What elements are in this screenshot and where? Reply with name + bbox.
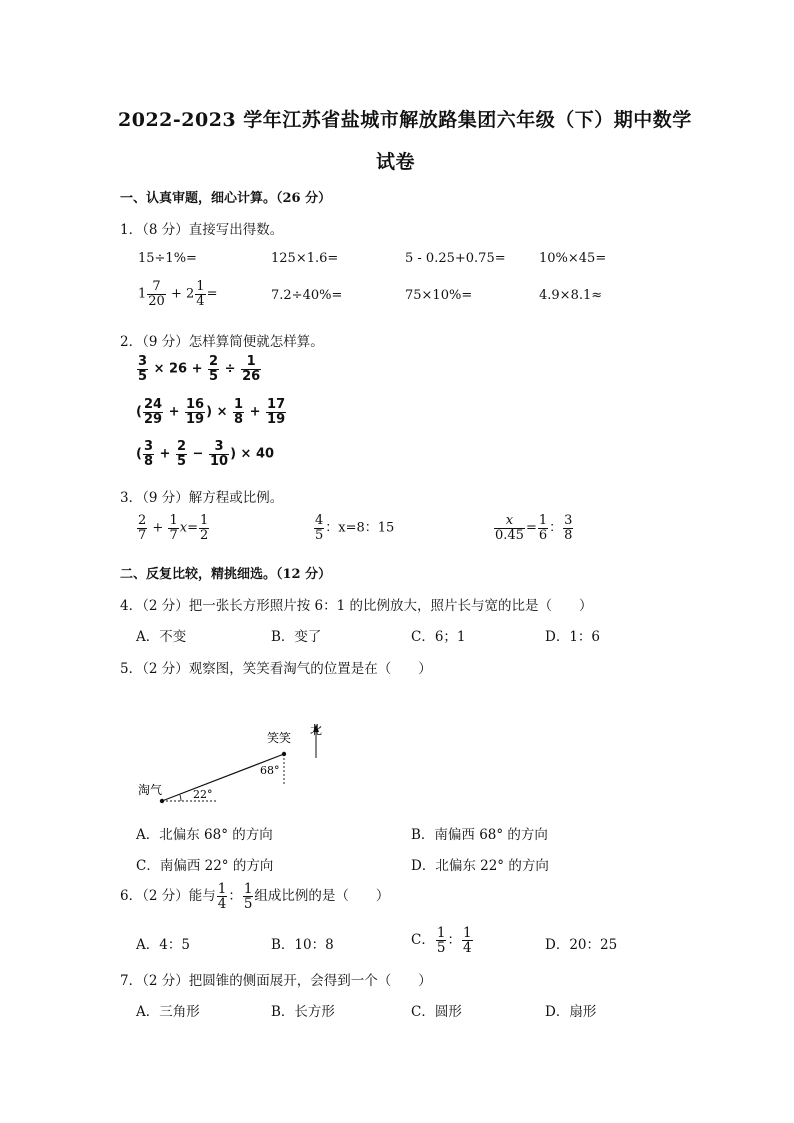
q3-equation-2: $\frac{4}{5}$ ：x=8：15 xyxy=(315,513,395,543)
q6-option-c[interactable]: C． $\frac{1}{5}$ ： $\frac{1}{4}$ xyxy=(411,925,472,957)
label-angle-68: 68° xyxy=(260,764,280,777)
sight-line xyxy=(162,754,284,801)
q4-option-b[interactable]: B．变了 xyxy=(271,629,322,645)
q1-item-2: 125×1.6= xyxy=(271,251,339,266)
q4-option-c[interactable]: C．6；1 xyxy=(411,629,466,645)
q1-item-4: 10%×45= xyxy=(539,251,607,266)
label-taoqi: 淘气 xyxy=(138,783,163,797)
q5-option-b[interactable]: B．南偏西 68° 的方向 xyxy=(411,827,548,843)
q1-item-3: 5 - 0.25+0.75= xyxy=(405,251,506,266)
q2-expression-1: $\frac{3}{5}$ × 26 + $\frac{2}{5}$ ÷ $\frac{1}{26}$ xyxy=(138,354,261,384)
q6-option-d[interactable]: D．20：25 xyxy=(545,937,618,953)
page-title: 2022-2023 学年江苏省盐城市解放路集团六年级（下）期中数学 xyxy=(118,109,692,131)
q6-option-b[interactable]: B．10：8 xyxy=(271,937,334,953)
q6-option-a[interactable]: A．4：5 xyxy=(136,937,190,953)
q7-option-b[interactable]: B．长方形 xyxy=(271,1004,335,1020)
q2-stem: 2．（9 分）怎样算简便就怎样算。 xyxy=(120,334,324,350)
q1-item-1: 15÷1%= xyxy=(138,251,197,266)
q3-equation-1: $\frac{2}{7}$ + $\frac{1}{7}$ x= $\frac{1}{2}$ xyxy=(138,513,209,543)
q2-expression-2: ( $\frac{24}{29}$ + $\frac{16}{19}$ ) × $\frac{1}{8}$ + $\frac{17}{19}$ xyxy=(136,397,286,427)
q5-stem: 5．（2 分）观察图，笑笑看淘气的位置是在（ ） xyxy=(120,661,432,677)
q1-stem: 1．（8 分）直接写出得数。 xyxy=(120,222,284,238)
q4-option-d[interactable]: D．1：6 xyxy=(545,629,601,645)
q5-direction-figure xyxy=(130,712,350,812)
q6-stem: 6．（2 分）能与 $\frac{1}{4}$ ： $\frac{1}{5}$ 组成比例的是（ ） xyxy=(120,881,390,913)
q7-option-d[interactable]: D．扇形 xyxy=(545,1004,597,1020)
q7-stem: 7．（2 分）把圆锥的侧面展开，会得到一个（ ） xyxy=(120,973,432,989)
q7-option-c[interactable]: C．圆形 xyxy=(411,1004,462,1020)
q2-expression-3: ( $\frac{3}{8}$ + $\frac{2}{5}$ − $\frac{3}{10}$ ) × 40 xyxy=(136,439,275,469)
angle-arc-22 xyxy=(180,795,181,801)
q4-option-a[interactable]: A．不变 xyxy=(136,629,187,645)
point-xiaoxiao xyxy=(282,752,286,756)
q3-equation-3: $\frac{x}{0.45}$ = $\frac{1}{6}$ ： $\frac{3}{8}$ xyxy=(495,513,573,543)
q5-option-a[interactable]: A．北偏东 68° 的方向 xyxy=(136,827,273,843)
page-title-continued: 试卷 xyxy=(376,151,416,173)
point-taoqi xyxy=(160,799,164,803)
q4-stem: 4．（2 分）把一张长方形照片按 6：1 的比例放大，照片长与宽的比是（ ） xyxy=(120,598,593,614)
q1-item-8: 4.9×8.1≈ xyxy=(539,288,603,303)
section2-heading: 二、反复比较，精挑细选。（12 分） xyxy=(120,567,332,582)
q3-stem: 3．（9 分）解方程或比例。 xyxy=(120,490,284,506)
q7-option-a[interactable]: A．三角形 xyxy=(136,1004,200,1020)
q1-item-7: 75×10%= xyxy=(405,288,473,303)
label-xiaoxiao: 笑笑 xyxy=(267,731,292,745)
q1-item-mixed: 1 $\frac{7}{20}$ + 2 $\frac{1}{4}$ = xyxy=(138,279,218,309)
q5-option-d[interactable]: D．北偏东 22° 的方向 xyxy=(411,858,549,874)
label-angle-22: 22° xyxy=(193,788,213,801)
section1-heading: 一、认真审题，细心计算。（26 分） xyxy=(120,191,332,206)
q5-option-c[interactable]: C．南偏西 22° 的方向 xyxy=(136,858,274,874)
q1-item-6: 7.2÷40%= xyxy=(271,288,343,303)
label-north: 北 xyxy=(310,723,323,737)
